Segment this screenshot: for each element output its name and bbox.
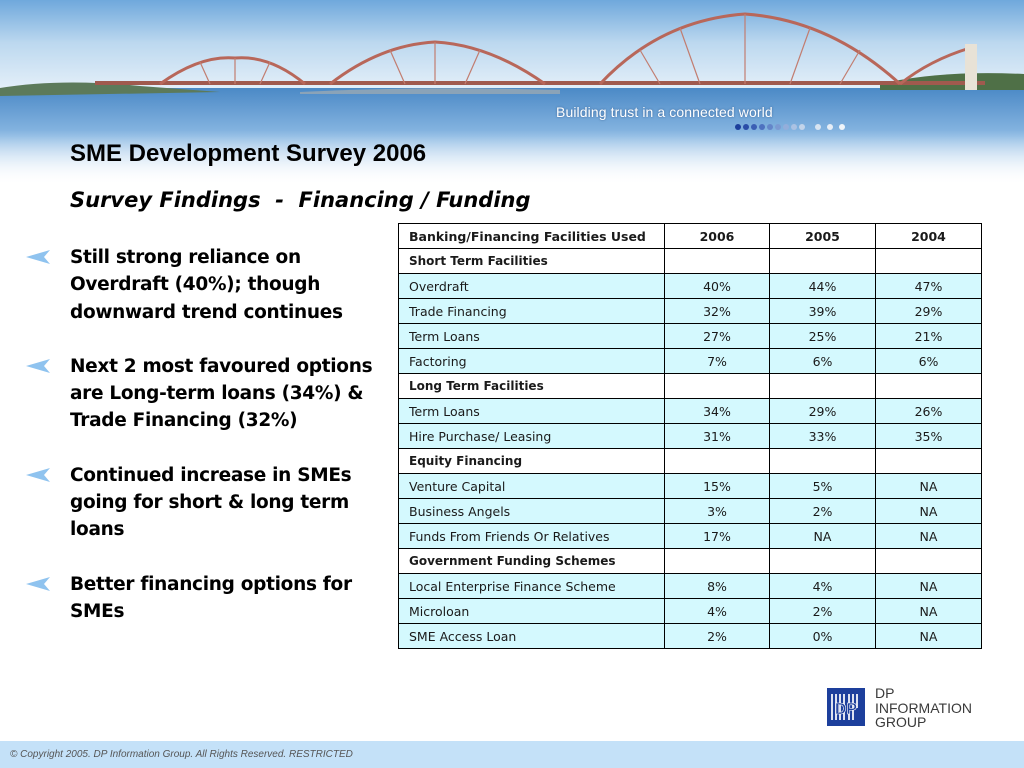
- table-body: [399, 249, 982, 649]
- table-section-row: [399, 449, 982, 474]
- facility-label: Term Loans: [399, 324, 665, 349]
- facility-label: Hire Purchase/ Leasing: [399, 424, 665, 449]
- finding-text: Continued increase in SMEs going for short & long term loans: [70, 464, 352, 541]
- section-label: Equity Financing: [399, 449, 665, 474]
- percentage-cell: 40%: [665, 274, 770, 299]
- logo-line: DP: [875, 685, 895, 701]
- percentage-cell: 35%: [876, 424, 982, 449]
- table-row: [399, 524, 982, 549]
- facility-label: Funds From Friends Or Relatives: [399, 524, 665, 549]
- percentage-cell: 3%: [665, 499, 770, 524]
- percentage-cell: NA: [876, 474, 982, 499]
- list-item: [26, 353, 381, 435]
- column-header: Banking/Financing Facilities Used: [399, 224, 665, 249]
- table-row: [399, 274, 982, 299]
- empty-cell: [770, 449, 876, 474]
- percentage-cell: 4%: [665, 599, 770, 624]
- financing-table: [398, 223, 982, 649]
- percentage-cell: 29%: [876, 299, 982, 324]
- percentage-cell: 25%: [770, 324, 876, 349]
- percentage-cell: 4%: [770, 574, 876, 599]
- facility-label: Business Angels: [399, 499, 665, 524]
- percentage-cell: 27%: [665, 324, 770, 349]
- column-header: 2004: [876, 224, 982, 249]
- empty-cell: [665, 549, 770, 574]
- table-row: [399, 499, 982, 524]
- logo-wordmark: [875, 686, 972, 730]
- finding-text: Still strong reliance on Overdraft (40%); though downward trend continues: [70, 247, 343, 323]
- column-header: 2006: [665, 224, 770, 249]
- table-header-row: [399, 224, 982, 249]
- slide-title: SME Development Survey 2006: [70, 140, 427, 167]
- section-label: Short Term Facilities: [399, 249, 665, 274]
- empty-cell: [665, 374, 770, 399]
- list-item: [26, 244, 381, 326]
- tagline: Building trust in a connected world: [556, 104, 773, 120]
- table-row: [399, 399, 982, 424]
- percentage-cell: NA: [876, 624, 982, 649]
- empty-cell: [770, 374, 876, 399]
- percentage-cell: 33%: [770, 424, 876, 449]
- section-label: Long Term Facilities: [399, 374, 665, 399]
- percentage-cell: 6%: [770, 349, 876, 374]
- empty-cell: [876, 449, 982, 474]
- facility-label: Trade Financing: [399, 299, 665, 324]
- empty-cell: [665, 449, 770, 474]
- percentage-cell: 39%: [770, 299, 876, 324]
- percentage-cell: 44%: [770, 274, 876, 299]
- table-section-row: [399, 549, 982, 574]
- arrow-left-icon: [26, 577, 50, 591]
- copyright-notice: © Copyright 2005. DP Information Group. All Rights Reserved. RESTRICTED: [10, 749, 353, 760]
- table-row: [399, 299, 982, 324]
- finding-text: Next 2 most favoured options are Long-term loans (34%) & Trade Financing (32%): [70, 355, 373, 432]
- percentage-cell: NA: [876, 499, 982, 524]
- percentage-cell: 47%: [876, 274, 982, 299]
- percentage-cell: 29%: [770, 399, 876, 424]
- percentage-cell: 34%: [665, 399, 770, 424]
- findings-list: [26, 244, 381, 652]
- arrow-left-icon: [26, 359, 50, 373]
- facility-label: SME Access Loan: [399, 624, 665, 649]
- section-label: Government Funding Schemes: [399, 549, 665, 574]
- dp-logo-icon: [827, 688, 865, 726]
- percentage-cell: 31%: [665, 424, 770, 449]
- percentage-cell: 15%: [665, 474, 770, 499]
- footer-bar: [0, 741, 1024, 768]
- percentage-cell: 32%: [665, 299, 770, 324]
- percentage-cell: 8%: [665, 574, 770, 599]
- percentage-cell: 26%: [876, 399, 982, 424]
- table-row: [399, 324, 982, 349]
- facility-label: Factoring: [399, 349, 665, 374]
- table-row: [399, 349, 982, 374]
- empty-cell: [770, 549, 876, 574]
- percentage-cell: 6%: [876, 349, 982, 374]
- empty-cell: [876, 374, 982, 399]
- percentage-cell: 2%: [770, 599, 876, 624]
- empty-cell: [876, 249, 982, 274]
- percentage-cell: 7%: [665, 349, 770, 374]
- percentage-cell: 21%: [876, 324, 982, 349]
- table-row: [399, 474, 982, 499]
- logo-line: GROUP: [875, 714, 927, 730]
- empty-cell: [665, 249, 770, 274]
- percentage-cell: NA: [876, 599, 982, 624]
- list-item: [26, 462, 381, 544]
- facility-label: Local Enterprise Finance Scheme: [399, 574, 665, 599]
- company-logo: [827, 685, 987, 730]
- logo-mark-text: DP: [834, 701, 858, 718]
- facility-label: Overdraft: [399, 274, 665, 299]
- list-item: [26, 571, 381, 626]
- table-row: [399, 424, 982, 449]
- facility-label: Microloan: [399, 599, 665, 624]
- facility-label: Venture Capital: [399, 474, 665, 499]
- finding-text: Better financing options for SMEs: [70, 573, 352, 622]
- percentage-cell: NA: [876, 574, 982, 599]
- percentage-cell: 0%: [770, 624, 876, 649]
- slide-subtitle: Survey Findings - Financing / Funding: [70, 188, 531, 212]
- table-row: [399, 574, 982, 599]
- percentage-cell: NA: [770, 524, 876, 549]
- logo-line: INFORMATION: [875, 699, 972, 716]
- percentage-cell: 17%: [665, 524, 770, 549]
- percentage-cell: 2%: [665, 624, 770, 649]
- column-header: 2005: [770, 224, 876, 249]
- facility-label: Term Loans: [399, 399, 665, 424]
- percentage-cell: 5%: [770, 474, 876, 499]
- table-section-row: [399, 374, 982, 399]
- empty-cell: [770, 249, 876, 274]
- arrow-left-icon: [26, 468, 50, 482]
- arrow-left-icon: [26, 250, 50, 264]
- table-row: [399, 599, 982, 624]
- percentage-cell: NA: [876, 524, 982, 549]
- percentage-cell: 2%: [770, 499, 876, 524]
- table-section-row: [399, 249, 982, 274]
- empty-cell: [876, 549, 982, 574]
- table-row: [399, 624, 982, 649]
